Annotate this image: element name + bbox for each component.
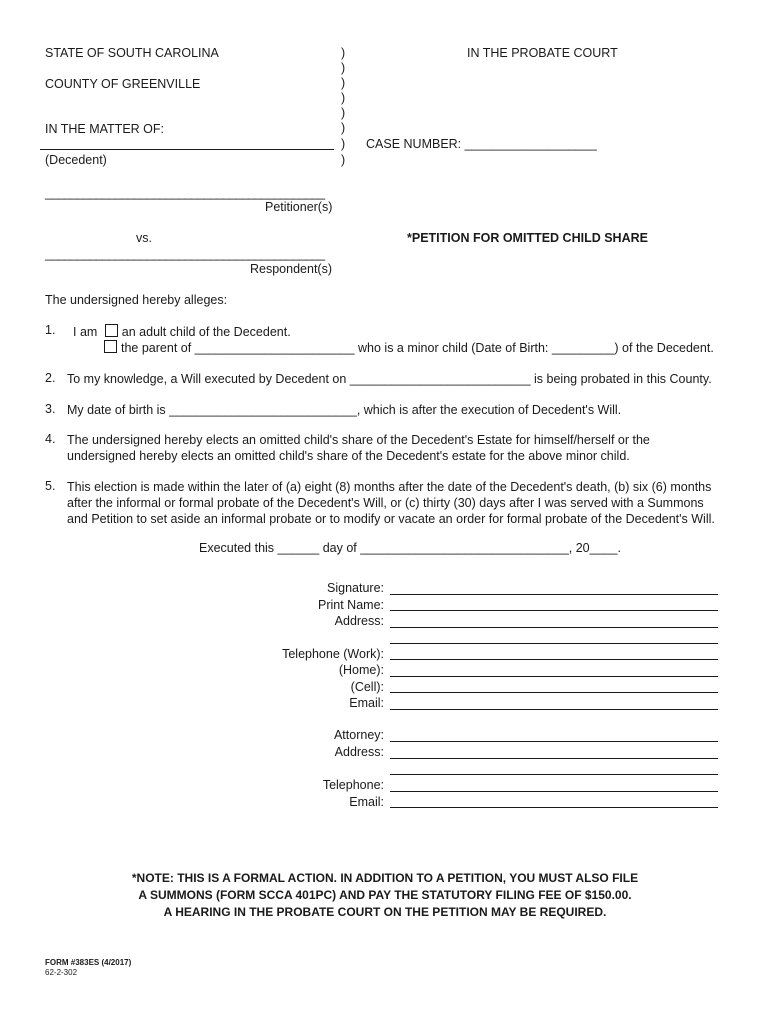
paren: ) [341, 121, 346, 135]
parent-checkbox[interactable] [104, 340, 117, 353]
telephone-work-label: Telephone (Work): [282, 647, 384, 661]
paren: ) [341, 61, 346, 75]
item-3-number: 3. [45, 402, 56, 416]
filing-note-line-1: *NOTE: THIS IS A FORMAL ACTION. IN ADDITION TO A PETITION, YOU MUST ALSO FILE [131, 871, 639, 885]
item-5-number: 5. [45, 479, 56, 493]
item-1-number: 1. [45, 323, 56, 337]
item-5-line-3: and Petition to set aside an informal probate or to modify or vacate an order for formal probate of the Decedent's Will. [67, 512, 715, 526]
case-number-field[interactable]: CASE NUMBER: ___________________ [366, 137, 597, 151]
adult-child-checkbox[interactable] [105, 324, 118, 337]
telephone-cell-field[interactable] [390, 692, 718, 693]
attorney-email-label: Email: [349, 795, 384, 809]
item-4-line-2: undersigned hereby elects an omitted child's share of the Decedent's estate for the above minor child. [67, 449, 630, 463]
attorney-address-field-line-2[interactable] [390, 774, 718, 775]
item-1-prefix: I am [73, 325, 98, 339]
attorney-address-field-line-1[interactable] [390, 758, 718, 759]
option-a-label: an adult child of the Decedent. [121, 325, 291, 339]
paren: ) [341, 46, 346, 60]
matter-of-label: IN THE MATTER OF: [45, 122, 164, 136]
item-4-line-1: The undersigned hereby elects an omitted child's share of the Decedent's Estate for himself/herself or the [67, 433, 650, 447]
attorney-label: Attorney: [333, 728, 384, 742]
item-3-text: My date of birth is ___________________________, which is after the execution of Decedent's Will. [67, 403, 622, 417]
item-2-text: To my knowledge, a Will executed by Decedent on __________________________ is being probated in this County. [67, 372, 712, 386]
address-label: Address: [334, 614, 384, 628]
attorney-telephone-label: Telephone: [322, 778, 384, 792]
attorney-email-field[interactable] [390, 807, 718, 808]
attorney-field[interactable] [390, 741, 718, 742]
attorney-telephone-field[interactable] [390, 791, 718, 792]
attorney-address-label: Address: [334, 745, 384, 759]
paren: ) [341, 137, 346, 151]
paren: ) [341, 106, 346, 120]
vs-label: vs. [136, 231, 152, 245]
item-5-line-2: after the informal or formal probate of the Decedent's Will, or (c) thirty (30) days after I was served with a Summons [67, 496, 704, 510]
item-4-number: 4. [45, 432, 56, 446]
court-heading: IN THE PROBATE COURT [467, 46, 618, 60]
county-heading: COUNTY OF GREENVILLE [45, 77, 201, 91]
statute-code: 62-2-302 [45, 968, 78, 977]
petition-title: *PETITION FOR OMITTED CHILD SHARE [407, 231, 648, 245]
paren: ) [341, 91, 346, 105]
item-1-option-a [67, 324, 291, 340]
telephone-home-label: (Home): [338, 663, 384, 677]
respondent-label: Respondent(s) [250, 262, 332, 276]
filing-note-line-2: A SUMMONS (FORM SCCA 401PC) AND PAY THE STATUTORY FILING FEE OF $150.00. [138, 888, 632, 902]
intro-text: The undersigned hereby alleges: [45, 293, 228, 307]
email-field[interactable] [390, 709, 718, 710]
telephone-home-field[interactable] [390, 676, 718, 677]
decedent-name-line[interactable] [40, 149, 334, 150]
item-5-line-1: This election is made within the later of (a) eight (8) months after the date of the Decedent's death, (b) six (6) months [67, 480, 712, 494]
respondent-name-line[interactable]: ____________________________________________ [45, 247, 325, 261]
telephone-work-field[interactable] [390, 659, 718, 660]
telephone-cell-label: (Cell): [350, 680, 384, 694]
address-field-line-1[interactable] [390, 627, 718, 628]
executed-date-line[interactable]: Executed this ______ day of ______________________________, 20____. [199, 541, 621, 555]
paren: ) [341, 153, 346, 167]
signature-field[interactable] [390, 594, 718, 595]
filing-note-line-3: A HEARING IN THE PROBATE COURT ON THE PETITION MAY BE REQUIRED. [163, 905, 607, 919]
petitioner-name-line[interactable]: ____________________________________________ [45, 186, 325, 200]
petitioner-label: Petitioner(s) [265, 200, 333, 214]
print-name-field[interactable] [390, 610, 718, 611]
email-label: Email: [349, 696, 384, 710]
item-1-option-b [104, 340, 714, 356]
paren: ) [341, 76, 346, 90]
address-field-line-2[interactable] [390, 643, 718, 644]
print-name-label: Print Name: [318, 598, 384, 612]
decedent-label: (Decedent) [45, 153, 107, 167]
option-b-label: the parent of _______________________ who is a minor child (Date of Birth: _________) of the Decedent. [121, 341, 714, 355]
form-number: FORM #383ES (4/2017) [45, 958, 132, 967]
signature-label: Signature: [327, 581, 384, 595]
state-heading: STATE OF SOUTH CAROLINA [45, 46, 219, 60]
item-2-number: 2. [45, 371, 56, 385]
